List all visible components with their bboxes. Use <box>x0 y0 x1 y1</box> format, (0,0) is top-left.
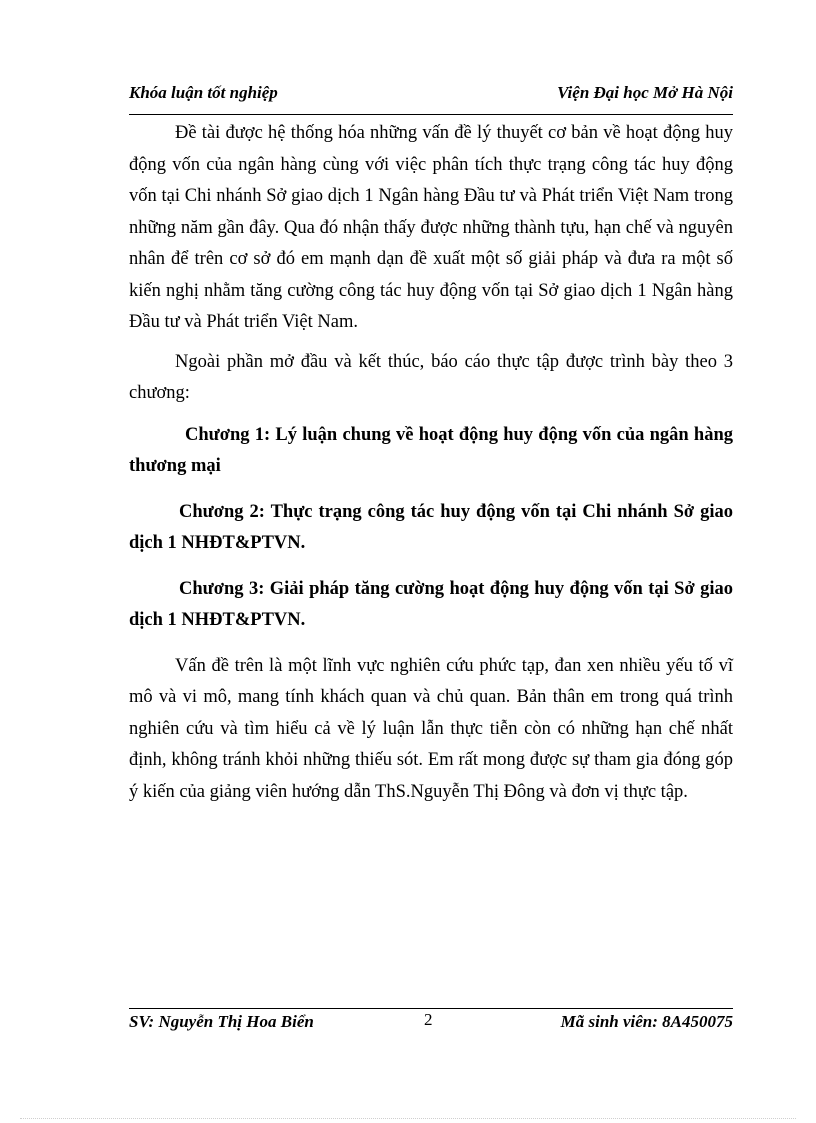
footer-divider <box>129 1008 733 1009</box>
header-institution: Viện Đại học Mở Hà Nội <box>557 83 733 102</box>
footer-student-name: SV: Nguyễn Thị Hoa Biển <box>129 1012 314 1031</box>
chapter-1-title: Chương 1: Lý luận chung về hoạt động huy động vốn của ngân hàng thương mại <box>129 424 733 476</box>
chapter-3-title: Chương 3: Giải pháp tăng cường hoạt động huy động vốn tại Sở giao dịch 1 NHĐT&PTVN. <box>129 578 733 630</box>
header-divider <box>129 114 733 115</box>
paragraph-structure: Ngoài phần mở đầu và kết thúc, báo cáo thực tập được trình bày theo 3 chương: <box>129 351 733 403</box>
page-bottom-edge <box>20 1118 796 1119</box>
header-thesis-label: Khóa luận tốt nghiệp <box>129 83 278 102</box>
page-header <box>129 80 733 108</box>
paragraph-closing: Vấn đề trên là một lĩnh vực nghiên cứu phức tạp, đan xen nhiều yếu tố vĩ mô và vi mô, mang tính khách quan và chủ quan. Bản thân em trong quá trình nghiên cứu và tìm hiểu cả về lý luận lẫn thực tiễn còn có những hạn chế nhất định, không tránh khỏi những thiếu sót. Em rất mong được sự tham gia đóng góp ý kiến của giảng viên hướng dẫn ThS.Nguyễn Thị Đông và đơn vị thực tập. <box>129 655 733 802</box>
paragraph-intro: Đề tài được hệ thống hóa những vấn đề lý thuyết cơ bản về hoạt động huy động vốn của ngân hàng cùng với việc phân tích thực trạng công tác huy động vốn tại Chi nhánh Sở giao dịch 1 Ngân hàng Đầu tư và Phát triển Việt Nam trong những năm gần đây. Qua đó nhận thấy được những thành tựu, hạn chế và nguyên nhân để trên cơ sở đó em mạnh dạn đề xuất một số giải pháp và đưa ra một số kiến nghị nhằm tăng cường công tác huy động vốn tại Sở giao dịch 1 Ngân hàng Đầu tư và Phát triển Việt Nam. <box>129 123 733 332</box>
page-number: 2 <box>424 1010 433 1029</box>
document-body <box>129 118 733 808</box>
footer-student-id: Mã sinh viên: 8A450075 <box>560 1012 733 1031</box>
chapter-2-title: Chương 2: Thực trạng công tác huy động vốn tại Chi nhánh Sở giao dịch 1 NHĐT&PTVN. <box>129 501 733 553</box>
page-footer <box>129 1012 733 1036</box>
